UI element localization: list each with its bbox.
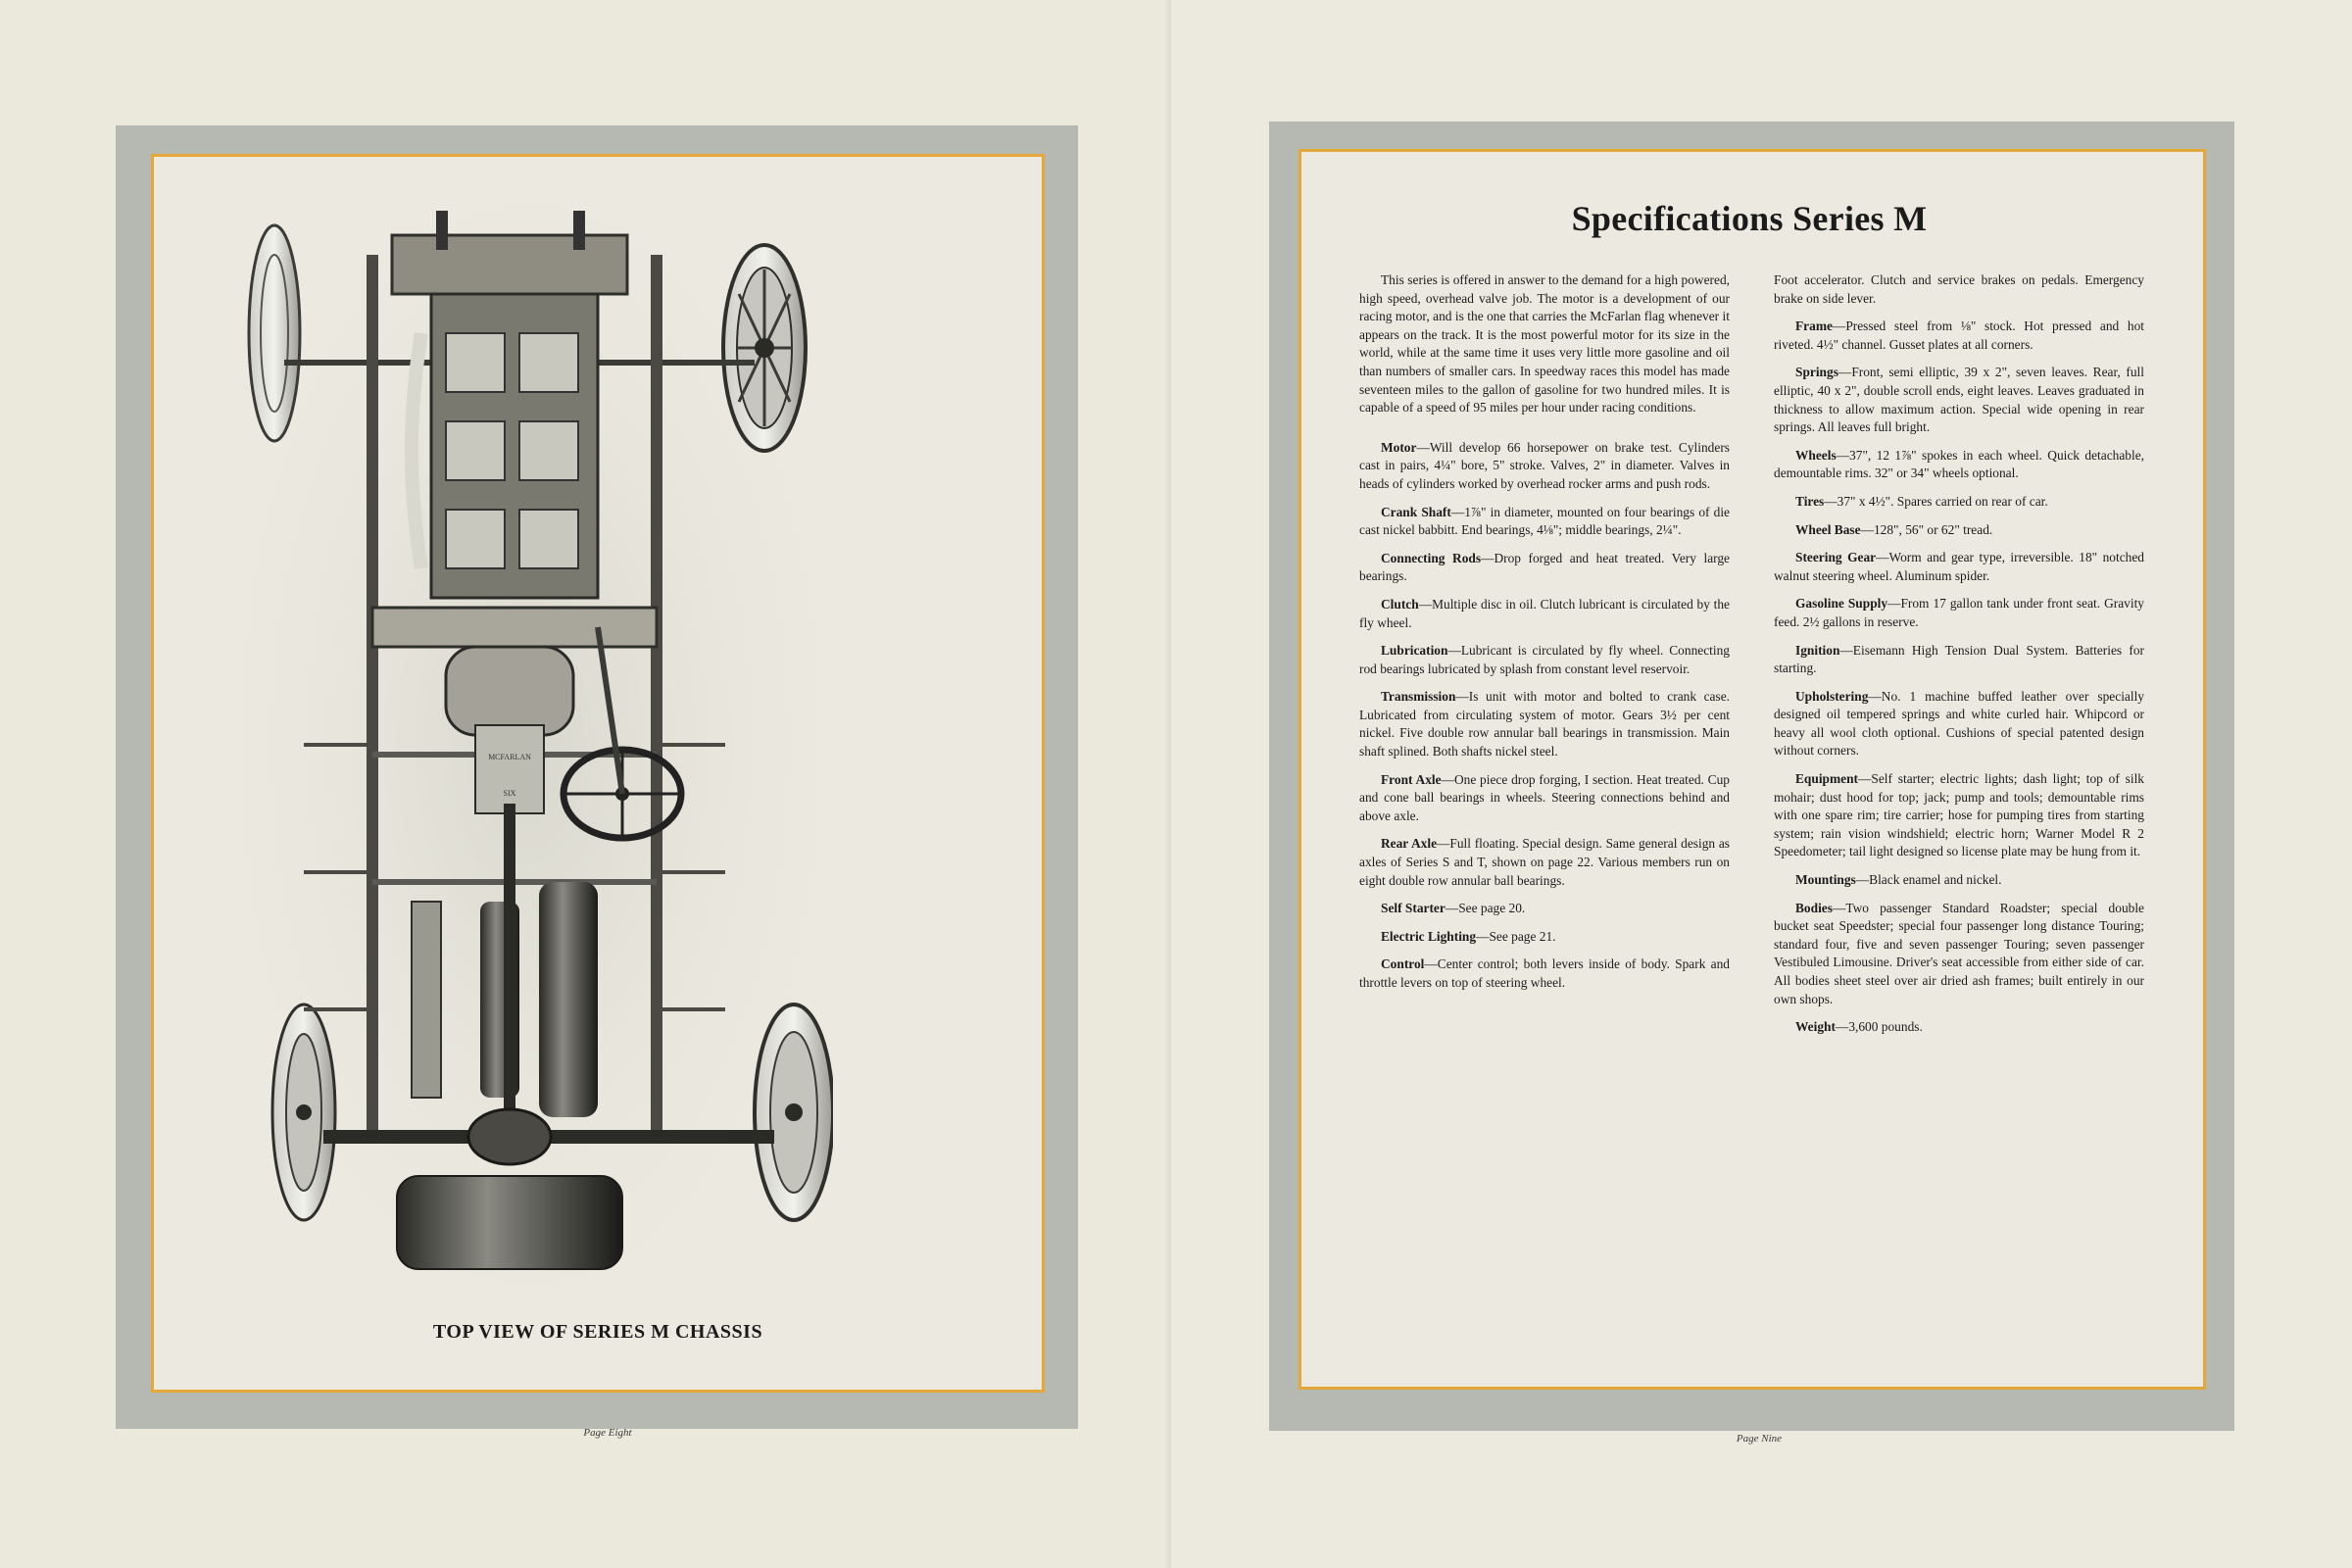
front-wheel-left-icon bbox=[249, 225, 300, 441]
spec-springs: Springs—Front, semi elliptic, 39 x 2", seven leaves. Rear, full elliptic, 40 x 2", double scroll ends, eight leaves. Leaves graduated in thickness to allow maximum action. Special wide opening in rear springs. All leaves full bright. bbox=[1774, 365, 2144, 435]
right-page bbox=[1171, 0, 2352, 1568]
spec-wheels: Wheels—37", 12 1⅞" spokes in each wheel. Quick detachable, demountable rims. 32" or 34" wheels optional. bbox=[1774, 447, 2144, 481]
spec-steering-gear: Steering Gear—Worm and gear type, irreversible. 18" notched walnut steering wheel. Aluminum spider. bbox=[1774, 550, 2144, 583]
left-page bbox=[0, 0, 1171, 1568]
spec-rear-axle: Rear Axle—Full floating. Special design. Same general design as axles of Series S and T, shown on page 22. Various members run on eight double row annular ball bearings. bbox=[1359, 836, 1730, 888]
engine-plate-mark: MCFARLAN bbox=[488, 753, 531, 761]
chassis-illustration bbox=[225, 196, 833, 1294]
spec-transmission: Transmission—Is unit with motor and bolted to crank case. Lubricated from circulating system of motor. Gears 3½ per cent nickel. Five double row annular ball bearings in transmission. Main shaft splined. Both shafts nickel steel. bbox=[1359, 689, 1730, 760]
spec-front-axle: Front Axle—One piece drop forging, I section. Heat treated. Cup and cone ball bearings in wheels. Steering connections behind and above axle. bbox=[1359, 771, 1730, 823]
spec-bodies: Bodies—Two passenger Standard Roadster; special double bucket seat Speedster; special four passenger long distance Touring; standard four, five and seven passenger Touring; seven passenger Vestibuled Limousine. Driver's seat accessible from either side of car. All bodies sheet steel over air dried ash frames; built entirely in our own shops. bbox=[1774, 900, 2144, 1006]
rear-wheel-left-icon bbox=[272, 1004, 335, 1220]
spec-motor: Motor—Will develop 66 horsepower on brake test. Cylinders cast in pairs, 4¼" bore, 5" stroke. Valves, 2" in diameter. Valves in heads of cylinders worked by overhead rocker arms and push rods. bbox=[1359, 439, 1730, 491]
spec-tires: Tires—37" x 4½". Spares carried on rear of car. bbox=[1795, 493, 2048, 509]
plate-caption: TOP VIEW OF SERIES M CHASSIS bbox=[432, 1321, 763, 1343]
spec-lubrication: Lubrication—Lubricant is circulated by fly wheel. Connecting rod bearings lubricated by splash from constant level reservoir. bbox=[1359, 643, 1730, 676]
spec-intro: This series is offered in answer to the demand for a high powered, high speed, overhead valve job. The motor is a development of our racing motor, and is the one that carries the McFarlan flag whenever it appears on the track. It is the most powerful motor for its size in the world, while at the same time it uses very little more gasoline and oil than numbers of smaller cars. In speedway races this model has made seventeen miles to the gallon of gasoline for two hundred miles. It is capable of a speed of 95 miles per hour under racing conditions. bbox=[1359, 272, 1730, 416]
spec-control-continued: Foot accelerator. Clutch and service brakes on pedals. Emergency brake on side lever. bbox=[1774, 272, 2144, 306]
spec-title: Specifications Series M bbox=[1571, 199, 1928, 238]
spec-column-right bbox=[1774, 271, 2144, 1047]
spec-wheel-base: Wheel Base—128", 56" or 62" tread. bbox=[1795, 521, 1993, 537]
engine-plate-number: SIX bbox=[503, 789, 516, 798]
spec-clutch: Clutch—Multiple disc in oil. Clutch lubricant is circulated by the fly wheel. bbox=[1359, 596, 1730, 630]
spec-ignition: Ignition—Eisemann High Tension Dual System. Batteries for starting. bbox=[1774, 642, 2144, 676]
folio-left: Page Eight bbox=[583, 1427, 632, 1439]
spec-equipment: Equipment—Self starter; electric lights; dash light; top of silk mohair; dust hood for top; jack; pump and tools; demountable rims with one spare rim; tire carrier; hose for pumping tires from starting system; rain vision windshield; electric horn; Warner Model R 2 Speedometer; tail light designed so license plate may be hung from it. bbox=[1774, 771, 2144, 859]
spec-upholstering: Upholstering—No. 1 machine buffed leather over specially designed oil tempered springs and white curled hair. Whipcord or heavy all wool cloth optional. Cushions of special patented design without corners. bbox=[1774, 688, 2144, 759]
spec-self-starter: Self Starter—See page 20. bbox=[1381, 901, 1526, 916]
spec-crank-shaft: Crank Shaft—1⅞" in diameter, mounted on four bearings of die cast nickel babbitt. End bearings, 4⅛"; middle bearings, 2¼". bbox=[1359, 504, 1730, 538]
spec-control: Control—Center control; both levers inside of body. Spark and throttle levers on top of steering wheel. bbox=[1359, 956, 1730, 990]
rear-wheel-right-icon bbox=[755, 1004, 833, 1220]
spec-gasoline-supply: Gasoline Supply—From 17 gallon tank under front seat. Gravity feed. 2½ gallons in reserve. bbox=[1774, 596, 2144, 629]
spec-frame: Frame—Pressed steel from ⅛" stock. Hot pressed and hot riveted. 4½" channel. Gusset plates at all corners. bbox=[1774, 318, 2144, 352]
spec-electric-lighting: Electric Lighting—See page 21. bbox=[1381, 928, 1556, 944]
front-wheel-right-icon bbox=[723, 245, 806, 451]
spec-connecting-rods: Connecting Rods—Drop forged and heat treated. Very large bearings. bbox=[1359, 550, 1730, 584]
folio-right: Page Nine bbox=[1736, 1433, 1783, 1445]
spec-mountings: Mountings—Black enamel and nickel. bbox=[1795, 872, 2002, 888]
spec-weight: Weight—3,600 pounds. bbox=[1795, 1019, 1923, 1035]
spec-column-left bbox=[1359, 271, 1730, 1003]
